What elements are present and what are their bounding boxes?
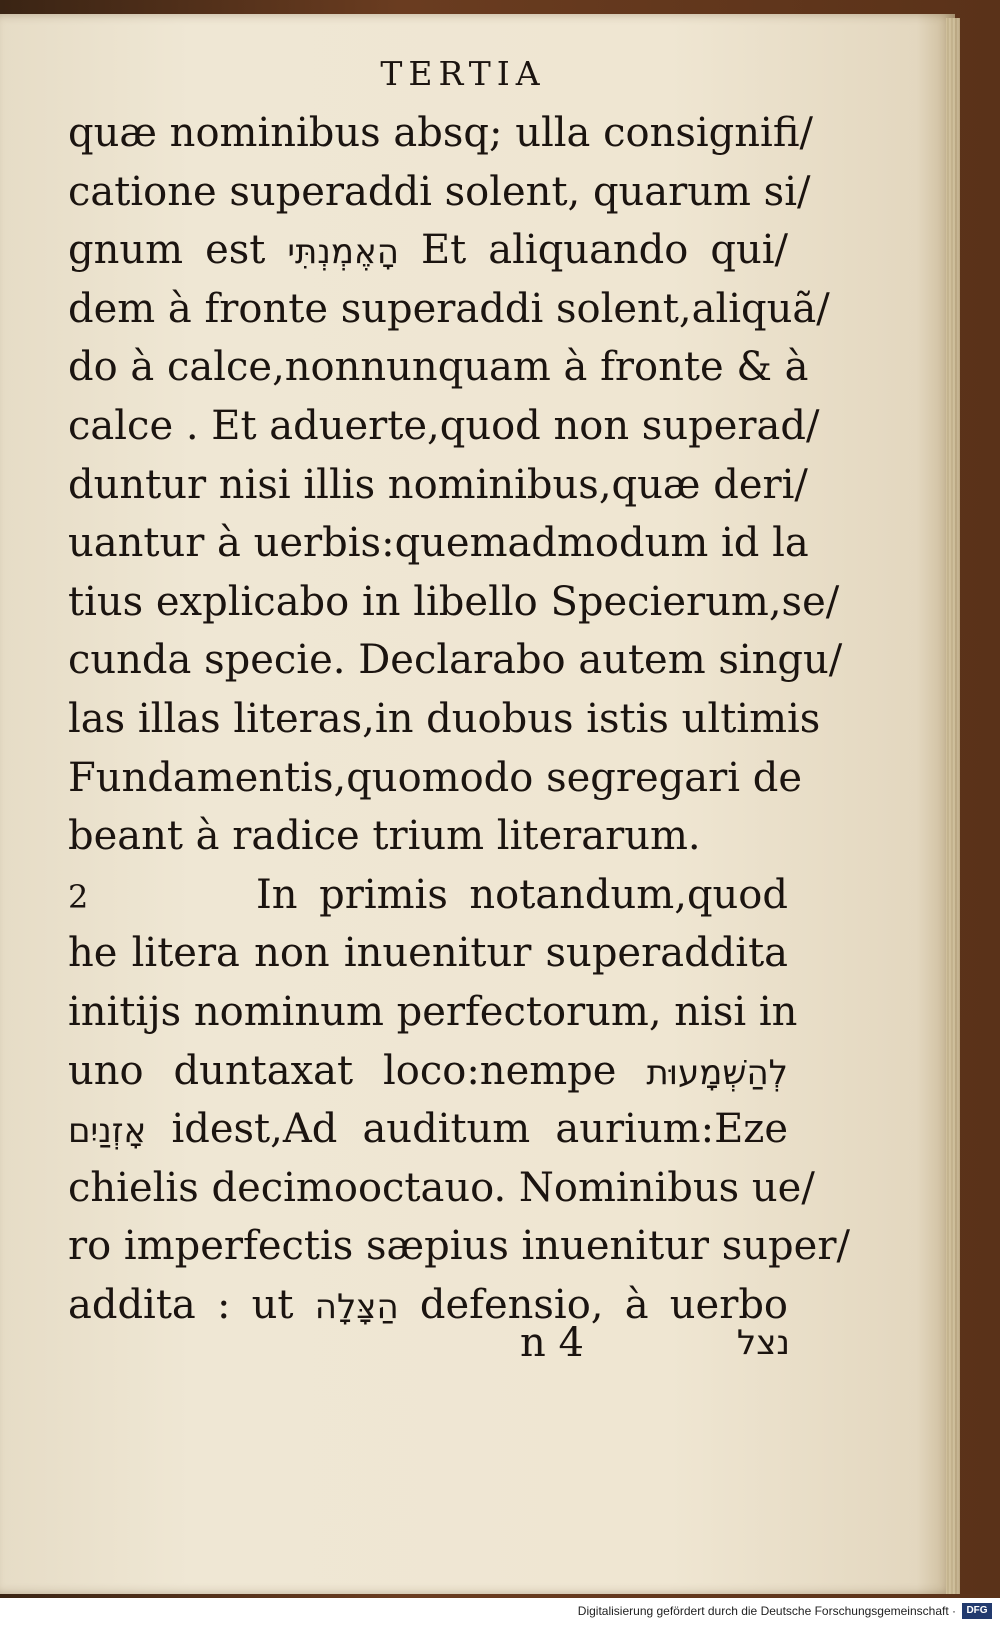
text-line — [68, 1100, 788, 1159]
dfg-logo-icon: DFG — [962, 1603, 992, 1619]
text-fragment: gnum est — [68, 227, 266, 274]
text-fragment: defensio, à uerbo — [419, 1281, 789, 1328]
text-line: beant à radice trium literarum. — [68, 813, 701, 860]
text-line: uantur à uerbis:quemadmodum id la — [68, 520, 809, 567]
digitization-banner — [0, 1598, 1000, 1627]
page-footer — [520, 1314, 790, 1372]
text-line: do à calce,nonnunquam à fronte & à — [68, 344, 809, 391]
text-line: quæ nominibus absq; ulla consignifi/ — [68, 110, 813, 156]
text-line: he litera non inuenitur superaddita — [68, 930, 788, 977]
catchword: נצל — [736, 1323, 790, 1363]
text-line — [68, 1042, 788, 1101]
book-page — [0, 14, 955, 1594]
text-line: las illas literas,in duobus istis ultimis — [68, 695, 821, 742]
paragraph-number: 2 — [68, 877, 89, 916]
text-fragment: addita : ut — [68, 1281, 294, 1328]
text-block — [68, 54, 850, 1334]
hebrew-word: אָזְנַיִם — [68, 1111, 147, 1152]
text-fragment: Et aliquando qui/ — [420, 227, 789, 274]
hebrew-word: הַצָּלָה — [314, 1286, 399, 1327]
running-head: TERTIA — [380, 54, 546, 93]
hebrew-word: לְהַשְׁמָעוּת — [646, 1052, 788, 1093]
text-fragment: In primis notandum,quod — [256, 871, 788, 918]
text-line: ro imperfectis sæpius inuenitur super/ — [68, 1223, 850, 1270]
text-line: catione superaddi solent, quarum si/ — [68, 168, 811, 215]
text-line: chielis decimooctauo. Nominibus ue/ — [68, 1164, 815, 1211]
text-line: initijs nominum perfectorum, nisi in — [68, 988, 798, 1035]
text-line: Fundamentis,quomodo segregari de — [68, 754, 803, 801]
text-line: calce . Et aduerte,quod non superad/ — [68, 402, 820, 449]
paragraph-start — [68, 866, 788, 925]
text-fragment: idest,Ad auditum aurium:Eze — [171, 1106, 789, 1153]
text-fragment: uno duntaxat loco:nempe — [68, 1047, 617, 1094]
digitization-note: Digitalisierung gefördert durch die Deutsche Forschungsgemeinschaft · — [577, 1604, 956, 1618]
text-line: tius explicabo in libello Specierum,se/ — [68, 578, 840, 625]
text-line: dem à fronte superaddi solent,aliquã/ — [68, 285, 830, 332]
page-fore-edge — [946, 18, 960, 1594]
signature-mark: n 4 — [520, 1320, 584, 1366]
hebrew-word: הָאֶמְנְתִּי — [287, 232, 399, 273]
text-line — [68, 221, 788, 280]
text-line: cunda specie. Declarabo autem singu/ — [68, 637, 843, 684]
text-line: duntur nisi illis nominibus,quæ deri/ — [68, 461, 808, 508]
